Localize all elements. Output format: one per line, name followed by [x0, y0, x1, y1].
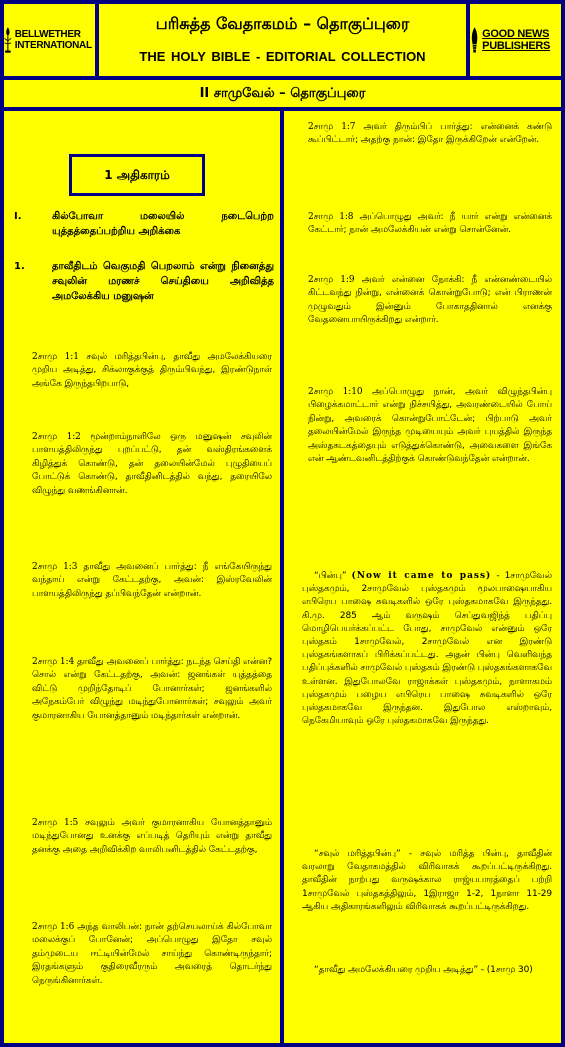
commentary-note: “சவுல் மரித்தபின்பு” - சவுல் மரித்த பின்பு, தாவீதின் வரலாறு வேதாகமத்தில் விரிவாகக் கூறப்பட்டிருக்கிறது. தாவீதின் நாற்பது வருஷக்கால ராஜ்யபாரத்தைப் பற்றி 1சாமுவேல் புஸ்தகத்திலும், 1இராஜா 1-2, 1நாளா 11-29 ஆகிய அதிகாரங்களிலும் விரிவாகக் கூறப்பட்டிருக்கிறது. — [302, 849, 552, 912]
english-phrase: (Now it came to pass) — [351, 571, 492, 581]
bellwether-logo-text: BELLWETHER INTERNATIONAL — [14, 29, 92, 51]
verse: 2சாமு 1:8 அப்பொழுது அவர்: நீ யார் என்று என்னைக் கேட்டார்; நான் அமலேக்கியன் என்று சொன்னேன். — [308, 212, 552, 236]
subsection-number: 1. — [14, 261, 25, 272]
verse: 2சாமு 1:2 மூன்றாம்நாளிலே ஒரு மனுஷன் சவுலின் பாளயத்திலிருந்து புறப்பட்டு, தன் வஸ்திரங்களைக் கிழித்துக் கொண்டு, தன் தலையின்மேல் புழுதியைப் போட்டுக் கொண்டு, தாவீதினிடத்தில் வந்து, தரையிலே விழுந்து வணங்கினான். — [32, 432, 272, 496]
title-tamil: பரிசுத்த வேதாகமம் – தொகுப்புரை — [155, 14, 410, 33]
left-column — [4, 111, 280, 1043]
verse: 2சாமு 1:3 தாவீது அவனைப் பார்த்து: நீ எங்கேயிருந்து வந்தாய் என்று கேட்டதற்கு, அவன்: இஸ்ரவேலின் பாளயத்திலிருந்து தப்பிவந்தேன் என்றான். — [32, 562, 272, 599]
verse: 2சாமு 1:6 அந்த வாலிபன்: நான் தற்செயலாய்க் கில்போவா மலைக்குப் போனேன்; அப்பொழுது இதோ சவுல் தம்முடைய ஈட்டியின்மேல் சாய்ந்து கொண்டிருந்தார்; இரதங்களும் குதிரைவீரரும் அவரைத் தொடர்ந்து நெருங்கினார்கள். — [32, 922, 272, 986]
subsection-heading — [14, 259, 274, 323]
good-news-logo — [470, 4, 561, 76]
title-english: THE HOLY BIBLE - EDITORIAL COLLECTION — [139, 49, 426, 64]
chapter-title: 1 அதிகாரம் — [69, 154, 205, 196]
right-column — [284, 111, 561, 1043]
verse: 2சாமு 1:5 சவுலும் அவர் குமாரனாகிய யோனத்தானும் மடிந்துபோனது உனக்கு எப்படித் தெரியும் என்று தாவீது தனக்கு அதை அறிவிக்கிற வாலிபனிடத்தில் கேட்டதற்கு, — [32, 818, 272, 855]
good-news-logo-text: GOOD NEWS PUBLISHERS — [482, 28, 551, 52]
section-title: கில்போவா மலையில் நடைபெற்ற யுத்தத்தைப்பற்றிய அறிக்கை — [52, 211, 274, 237]
hands-icon — [470, 14, 479, 66]
subsection-title: தாவீதிடம் வெகுமதி பெறலாம் என்று நினைத்து சவுலின் மரணச் செய்தியை அறிவித்த அமலேக்கிய மனுஷன் — [52, 261, 274, 302]
bellwether-logo — [4, 4, 95, 76]
verse: 2சாமு 1:7 அவர் திரும்பிப் பார்த்து: என்னைக் கண்டு கூப்பிட்டார்; அதற்கு நான்: இதோ இருக்கிறேன் என்றேன். — [308, 122, 552, 146]
book-title: II சாமுவேல் – தொகுப்புரை — [4, 80, 561, 107]
commentary-note: “தாவீது அமலேக்கியரை முறிய அடித்து” - (1சாமு 30) — [314, 965, 533, 975]
verse: 2சாமு 1:10 அப்பொழுது நான், அவர் விழுந்தபின்பு பிழைக்கமாட்டார் என்று நிச்சயித்து, அவரண்டையில் போய் நின்று, அவரைக் கொன்றுபோட்டேன்; பிற்பாடு அவர் தலையின்மேல் இருந்த முடியையும் அவர் புயத்தில் இருந்த அஸ்தகடகத்தையும் எடுத்துக்கொண்டு, அவைகளை இங்கே என் ஆண்டவனிடத்திற்குக் கொண்டுவந்தேன் என்றான். — [308, 387, 552, 465]
verse: 2சாமு 1:4 தாவீது அவனைப் பார்த்து: நடந்த செய்தி என்ன? சொல் என்று கேட்டதற்கு, அவன்: ஜனங்கள் யுத்தத்தை விட்டு முறிந்தோடிப் போனார்கள்; ஜனங்களில் அநேகம்பேர் விழுந்து மடிந்துபோனார்கள்; சவுலும் அவர் குமாரனாகிய யோனத்தானும் மடிந்தார்கள் என்றான். — [32, 657, 272, 721]
verse: 2சாமு 1:1 சவுல் மரித்தபின்பு, தாவீது அமலேக்கியரை முறிய அடித்து, சிக்லாகுக்குத் திரும்பிவந்து, இரண்டுநாள் அங்கே இருந்தபிறபாடு, — [32, 352, 272, 389]
section-heading — [14, 209, 274, 243]
title-box — [99, 4, 466, 76]
commentary-note: “பின்பு” (Now it came to pass) - 1சாமுவேல் புஸ்தகமும், 2சாமுவேல் புஸ்தகமும் மூலபாஷையாகிய எபிரெய பாஷை சுவடிகளில் ஒரே புஸ்தகமாகவே இருந்தது. கி.மு. 285 ஆம் வருஷம் செப்துவஜிந்த் பதிப்பு மொழிபெயர்க்கப்பட்ட போது, சாமுவேல் என்னும் ஒரே புஸ்தகம் 1சாமுவேல், 2சாமுவேல் என இரண்டு புஸ்தகங்களாகப் பிரிக்கப்பட்டது. அதன் பின்பு வெளிவந்த பதிப்புக்களில் சாமுவேல் புஸ்தகம் இரண்டு புஸ்தகங்களாகவே உள்ளன. இதுபோலவே ராஜாக்கள் புஸ்தகமும், நாளாகமம் புஸ்தகமும் பழைய எபிரெய பாஷை சுவடிகளில் ஒரே புஸ்தகமாகவே இருந்தன. இதுபோல எஸ்றாவும், நெகேமியாவும் ஒரே புஸ்தகமாகவே இருந்தது. — [302, 571, 552, 727]
section-number: I. — [14, 211, 22, 222]
lamp-icon — [4, 15, 12, 65]
verse: 2சாமு 1:9 அவர் என்னை நோக்கி: நீ என்னண்டையில் கிட்டவந்து நின்று, என்னைக் கொன்றுபோடு; என் பிராணன் முழுவதும் இன்னும் போகாததினால் எனக்கு வேதனையாயிருக்கிறது என்றார். — [308, 275, 552, 326]
page-header — [4, 4, 561, 76]
